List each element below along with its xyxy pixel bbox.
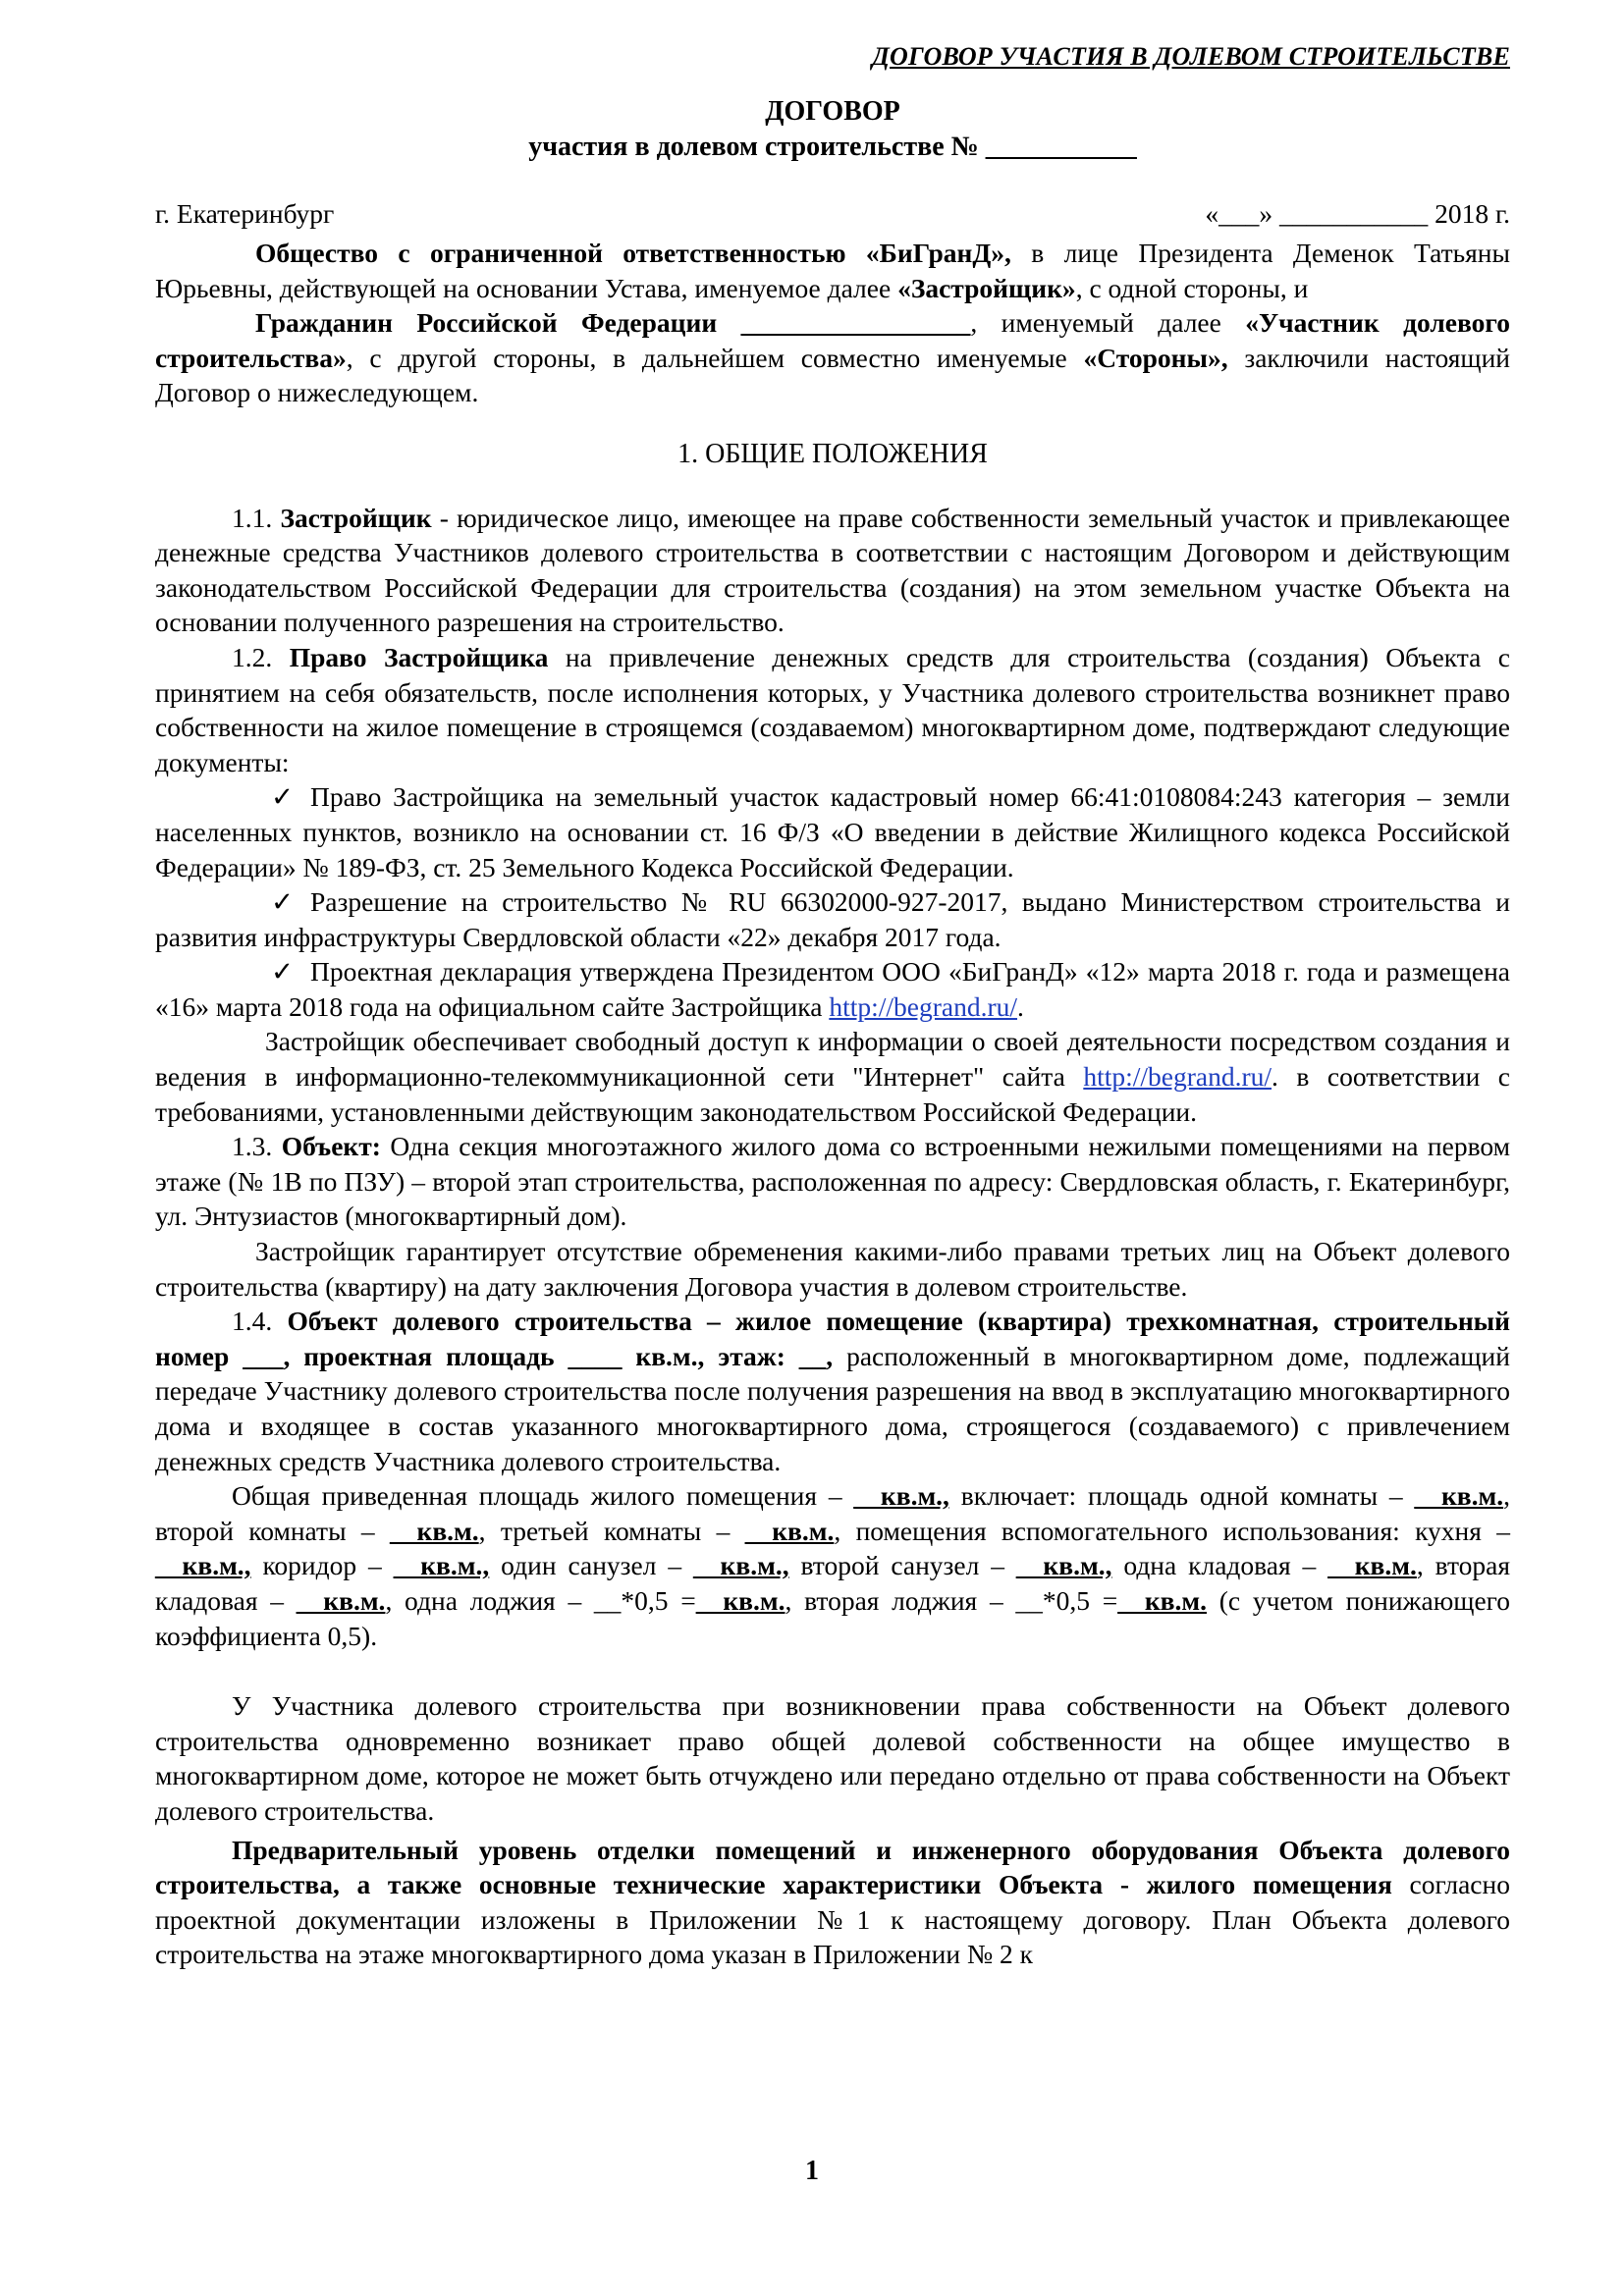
list-item: ✓ Проектная декларация утверждена Президентом ООО «БиГранД» «12» марта 2018 г. года и размещена «16» марта 2018 года на официальном сайте Застройщика http://begrand.ru/. [155,956,1510,1022]
info-access-paragraph: Застройщик обеспечивает свободный доступ к информации о своей деятельности посредством создания и ведения в информационно-телекоммуникационной сети "Интернет" сайта http://begrand.ru/. в соответствии с требованиями, установленными действующим законодательством Российской Федерации. [155,1026,1511,1127]
party-developer: Общество с ограниченной ответственностью «БиГранД», в лице Президента Деменок Татьяны Юрьевны, действующей на основании Устава, именуемое далее «Застройщик», с одной стороны, и [155,238,1510,303]
guarantee-paragraph: Застройщик гарантирует отсутствие обременения какими-либо правами третьих лиц на Объект долевого строительства (квартиру) на дату заключения Договора участия в долевом строительстве. [155,1236,1510,1302]
place-date-line [155,196,1510,232]
area-paragraph: Общая приведенная площадь жилого помещения – __кв.м., включает: площадь одной комнаты – __кв.м., второй комнаты – __кв.м., третьей комнаты – __кв.м., помещения вспомогательного использования: кухня – __кв.м., коридор – __кв.м., один санузел – __кв.м., второй санузел – __кв.м., одна кладовая – __кв.м., вторая кладовая – __кв.м., одна лоджия – __*0,5 =__кв.м., вторая лоджия – __*0,5 =__кв.м. (с учетом понижающего коэффициента 0,5). [155,1480,1511,1651]
list-item: ✓ Право Застройщика на земельный участок кадастровый номер 66:41:0108084:243 категория – земли населенных пунктов, возникло на основании ст. 16 Ф/З «О введении в действие Жилищного кодекса Российской Федерации» № 189-ФЗ, ст. 25 Земельного Кодекса Российской Федерации. [155,781,1510,882]
city: г. Екатеринбург [155,198,335,229]
finishing-paragraph: Предварительный уровень отделки помещений и инженерного оборудования Объекта долевого строительства, а также основные технические характеристики Объекта - жилого помещения согласно проектной документации изложены в Приложении №1 к настоящему договору. План Объекта долевого строительства на этаже многоквартирного дома указан в Приложении № 2 к [155,1834,1510,1970]
clause-1-2: 1.2. Право Застройщика на привлечение денежных средств для строительства (создания) Объекта с принятием на себя обязательств, после исполнения которых, у Участника долевого строительства возникнет право собственности на жилое помещение в строящемся (создаваемом) многоквартирном доме, подтверждают следующие документы: [155,641,1510,777]
clause-1-4: 1.4. Объект долевого строительства – жилое помещение (квартира) трехкомнатная, строительный номер ___, проектная площадь ____ кв.м., этаж: __, расположенный в многоквартирном доме, подлежащий передаче Участнику долевого строительства после получения разрешения на ввод в эксплуатацию многоквартирного дома и входящее в состав указанного многоквартирного дома, строящегося (создаваемого) с привлечением денежных средств Участника долевого строительства. [155,1306,1511,1476]
common-property-paragraph: У Участника долевого строительства при возникновении права собственности на Объект долевого строительства одновременно возникает право общей долевой собственности на общее имущество в многоквартирном доме, которое не может быть отчуждено или передано отдельно от права собственности на Объект долевого строительства. [155,1690,1510,1826]
party-participant: Гражданин Российской Федерации _________________, именуемый далее «Участник долевого строительства», с другой стороны, в дальнейшем совместно именуемые «Стороны», заключили настоящий Договор о нижеследующем. [155,307,1510,408]
document-title: ДОГОВОР [765,96,900,127]
clause-1-3: 1.3. Объект: Одна секция многоэтажного жилого дома со встроенными нежилыми помещениями на первом этаже (№ 1В по ПЗУ) – второй этап строительства, расположенная по адресу: Свердловская область, г. Екатеринбург, ул. Энтузиастов (многоквартирный дом). [155,1131,1510,1232]
checkmark-icon: ✓ [271,886,295,918]
list-item: ✓ Разрешение на строительство № RU 66302000-927-2017, выдано Министерством строительства и развития инфраструктуры Свердловской области «22» декабря 2017 года. [155,886,1510,952]
document-body [155,88,1510,1972]
clause-1-1: 1.1. Застройщик - юридическое лицо, имеющее на праве собственности земельный участок и привлекающее денежные средства Участников долевого строительства в соответствии с настоящим Договором и действующим законодательством Российской Федерации для строительства (создания) на этом земельном участке Объекта на основании полученного разрешения на строительство. [155,502,1511,638]
developer-site-link[interactable]: http://begrand.ru/ [829,990,1018,1022]
developer-site-link[interactable]: http://begrand.ru/ [1083,1061,1272,1093]
document-subtitle: участия в долевом строительстве № ___________ [528,132,1137,162]
contract-date: «___» ___________ 2018 г. [1205,198,1510,229]
checkmark-icon: ✓ [271,956,295,988]
section-heading: 1. ОБЩИЕ ПОЛОЖЕНИЯ [677,438,988,469]
running-header: ДОГОВОР УЧАСТИЯ В ДОЛЕВОМ СТРОИТЕЛЬСТВЕ [872,42,1510,71]
page-number: 1 [805,2156,819,2186]
checkmark-icon: ✓ [271,781,295,813]
